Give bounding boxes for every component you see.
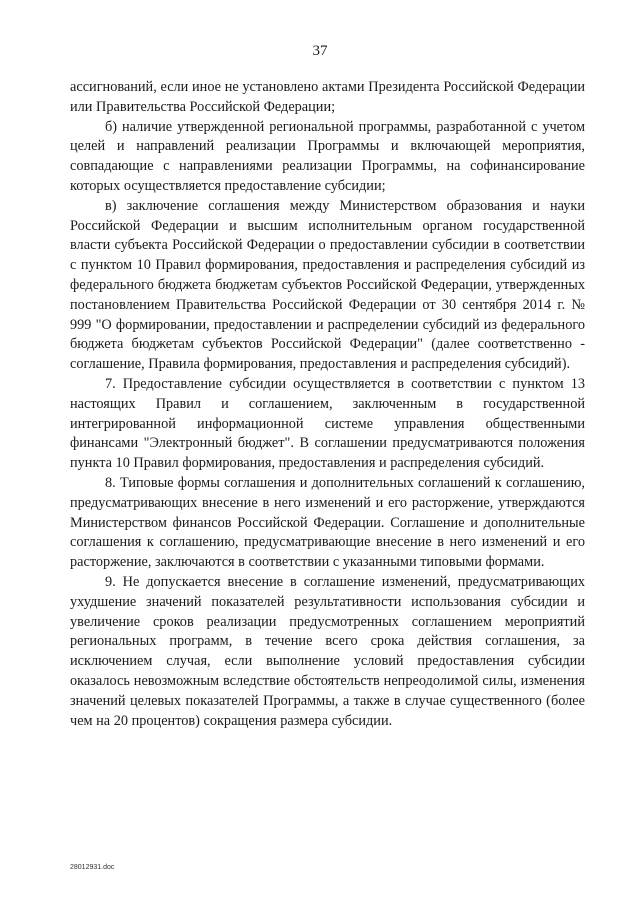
paragraph-clause-9: 9. Не допускается внесение в соглашение изменений, предусматривающих ухудшение значений показателей результативности использования субсидии и увеличение сроков реализации предусмотренных соглашением мероприятий региональных программ, в течение всего срока действия соглашения, за исключением случая, если выполнение условий предоставления субсидии оказалось невозможным вследствие обстоятельств непреодолимой силы, изменения значений целевых показателей Программы, а также в случае существенного (более чем на 20 процентов) сокращения размера субсидии. <box>70 573 585 729</box>
paragraph-clause-7: 7. Предоставление субсидии осуществляется в соответствии с пунктом 13 настоящих Правил и соглашением, заключенным в государственной интегрированной информационной системе управления общественными финансами "Электронный бюджет". В соглашении предусматриваются положения пункта 10 Правил формирования, предоставления и распределения субсидий. <box>70 375 585 472</box>
paragraph-continuation: ассигнований, если иное не установлено актами Президента Российской Федерации или Правительства Российской Федерации; <box>70 79 585 115</box>
paragraph-item-v: в) заключение соглашения между Министерством образования и науки Российской Федерации и высшим исполнительным органом государственной власти субъекта Российской Федерации о предоставлении субсидии в соответствии с пунктом 10 Правил формирования, предоставления и распределения субсидий из федерального бюджета бюджетам субъектов Российской Федерации, утвержденных постановлением Правительства Российской Федерации от 30 сентября 2014 г. № 999 "О формировании, предоставлении и распределении субсидий из федерального бюджета бюджетам субъектов Российской Федерации" (далее соответственно - соглашение, Правила формирования, предоставления и распределения субсидий). <box>70 197 585 373</box>
document-body <box>70 78 585 731</box>
paragraph-clause-8: 8. Типовые формы соглашения и дополнительных соглашений к соглашению, предусматривающих внесение в него изменений и его расторжение, утверждаются Министерством финансов Российской Федерации. Соглашение и дополнительные соглашения к соглашению, предусматривающие внесение в него изменений и его расторжение, заключаются в соответствии с указанными типовыми формами. <box>70 474 585 571</box>
document-file-code: 28012931.doc <box>70 864 115 871</box>
paragraph-item-b: б) наличие утвержденной региональной программы, разработанной с учетом целей и направлений реализации Программы и включающей мероприятия, совпадающие с направлениями реализации Программы, на софинансирование которых осуществляется предоставление субсидии; <box>70 118 585 194</box>
page-number: 37 <box>312 43 328 59</box>
